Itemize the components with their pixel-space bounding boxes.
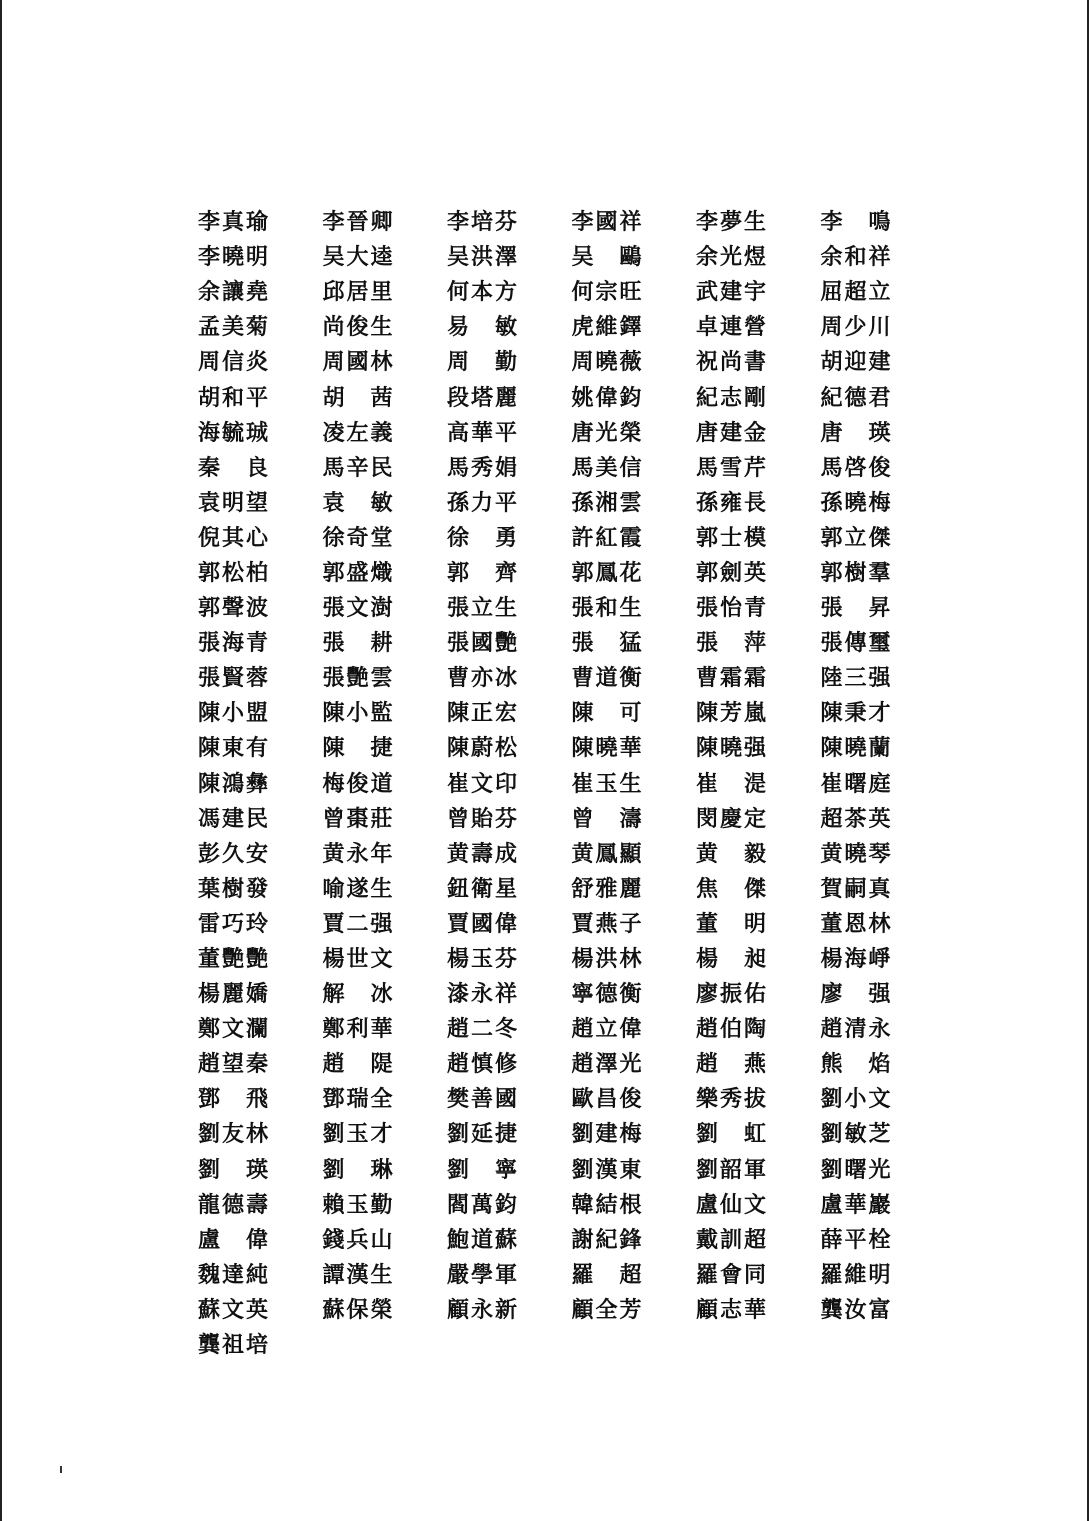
name-entry: 蘇保榮	[322, 1296, 395, 1323]
name-entry: 李國祥	[571, 209, 644, 236]
name-entry: 劉延捷	[447, 1121, 520, 1148]
name-entry: 李晉卿	[322, 209, 395, 236]
name-entry: 周曉薇	[571, 349, 644, 376]
name-entry: 劉友林	[198, 1121, 271, 1148]
name-entry: 孫湘雲	[571, 489, 644, 516]
name-entry: 焦 傑	[696, 875, 769, 902]
name-list	[198, 205, 938, 1363]
name-entry: 賈燕子	[571, 910, 644, 937]
name-entry: 吴洪澤	[447, 244, 520, 271]
name-entry: 羅維明	[820, 1261, 893, 1288]
name-entry: 郭盛熾	[322, 559, 395, 586]
name-entry: 鄭文瀾	[198, 1016, 271, 1043]
name-entry: 曹道衡	[571, 665, 644, 692]
name-entry: 戴訓超	[696, 1226, 769, 1253]
name-entry: 顧志華	[696, 1296, 769, 1323]
name-entry: 劉 瑛	[198, 1156, 271, 1183]
name-entry: 羅 超	[571, 1261, 644, 1288]
name-entry: 盧華巖	[820, 1191, 893, 1218]
name-entry: 胡和平	[198, 384, 271, 411]
name-entry: 胡迎建	[820, 349, 893, 376]
name-entry: 陸三强	[820, 665, 893, 692]
name-entry: 張傳璽	[820, 630, 893, 657]
name-entry: 余和祥	[820, 244, 893, 271]
name-entry: 許紅霞	[571, 524, 644, 551]
name-entry: 劉漢東	[571, 1156, 644, 1183]
name-entry: 祝尚書	[696, 349, 769, 376]
name-entry: 喻遂生	[322, 875, 395, 902]
name-entry: 黄永年	[322, 840, 395, 867]
name-entry: 廖 强	[820, 981, 893, 1008]
name-entry: 李真瑜	[198, 209, 271, 236]
name-entry: 梅俊道	[322, 770, 395, 797]
name-entry: 楊洪林	[571, 946, 644, 973]
name-entry: 郭松柏	[198, 559, 271, 586]
name-entry: 陳鴻彝	[198, 770, 271, 797]
name-entry: 鈕衛星	[447, 875, 520, 902]
name-entry: 薛平栓	[820, 1226, 893, 1253]
name-entry: 董 明	[696, 910, 769, 937]
name-entry: 彭久安	[198, 840, 271, 867]
name-entry: 李夢生	[696, 209, 769, 236]
name-entry: 唐建金	[696, 419, 769, 446]
name-entry: 劉 琳	[322, 1156, 395, 1183]
name-entry: 張 萍	[696, 630, 769, 657]
name-entry: 趙伯陶	[696, 1016, 769, 1043]
name-entry: 龔祖培	[198, 1332, 271, 1359]
name-entry: 賴玉勤	[322, 1191, 395, 1218]
name-entry: 顧永新	[447, 1296, 520, 1323]
name-entry: 紀德君	[820, 384, 893, 411]
name-entry: 易 敏	[447, 314, 520, 341]
name-entry: 蘇文英	[198, 1296, 271, 1323]
name-entry: 紀志剛	[696, 384, 769, 411]
name-entry: 周 勤	[447, 349, 520, 376]
name-entry: 崔 湜	[696, 770, 769, 797]
name-entry: 尚俊生	[322, 314, 395, 341]
name-entry: 邱居里	[322, 279, 395, 306]
name-entry: 舒雅麗	[571, 875, 644, 902]
name-entry: 段塔麗	[447, 384, 520, 411]
name-entry: 張 猛	[571, 630, 644, 657]
name-entry: 葉樹發	[198, 875, 271, 902]
name-entry: 鄭利華	[322, 1016, 395, 1043]
name-entry: 徐奇堂	[322, 524, 395, 551]
name-entry: 陳小盟	[198, 700, 271, 727]
name-entry: 陳曉蘭	[820, 735, 893, 762]
name-entry: 海毓珹	[198, 419, 271, 446]
name-entry: 閔慶定	[696, 805, 769, 832]
name-entry: 羅會同	[696, 1261, 769, 1288]
name-entry: 閻萬鈞	[447, 1191, 520, 1218]
name-entry: 余光煜	[696, 244, 769, 271]
name-entry: 廖振佑	[696, 981, 769, 1008]
name-entry: 黄 毅	[696, 840, 769, 867]
name-entry: 馬雪芹	[696, 454, 769, 481]
name-entry: 陳小監	[322, 700, 395, 727]
name-entry: 黄壽成	[447, 840, 520, 867]
name-entry: 張 昇	[820, 595, 893, 622]
name-entry: 龍德壽	[198, 1191, 271, 1218]
name-entry: 崔玉生	[571, 770, 644, 797]
name-entry: 吴 鷗	[571, 244, 644, 271]
name-entry: 何宗旺	[571, 279, 644, 306]
name-entry: 劉曙光	[820, 1156, 893, 1183]
name-entry: 劉 寧	[447, 1156, 520, 1183]
name-entry: 馮建民	[198, 805, 271, 832]
name-entry: 董艷艷	[198, 946, 271, 973]
name-entry: 孟美菊	[198, 314, 271, 341]
name-entry: 賀嗣真	[820, 875, 893, 902]
name-entry: 趙 燕	[696, 1051, 769, 1078]
name-entry: 陳曉華	[571, 735, 644, 762]
name-entry: 韓結根	[571, 1191, 644, 1218]
name-entry: 楊世文	[322, 946, 395, 973]
name-entry: 陳正宏	[447, 700, 520, 727]
name-entry: 張立生	[447, 595, 520, 622]
name-entry: 周國林	[322, 349, 395, 376]
name-entry: 武建宇	[696, 279, 769, 306]
name-entry: 解 冰	[322, 981, 395, 1008]
name-entry: 周信炎	[198, 349, 271, 376]
name-entry: 胡 茜	[322, 384, 395, 411]
name-entry: 樊善國	[447, 1086, 520, 1113]
name-entry: 劉小文	[820, 1086, 893, 1113]
name-entry: 陳秉才	[820, 700, 893, 727]
page-left-edge	[0, 0, 2, 1521]
name-entry: 趙清永	[820, 1016, 893, 1043]
name-entry: 李培芬	[447, 209, 520, 236]
name-entry: 張賢蓉	[198, 665, 271, 692]
name-entry: 陳 可	[571, 700, 644, 727]
name-entry: 楊 昶	[696, 946, 769, 973]
name-entry: 張國艷	[447, 630, 520, 657]
name-entry: 馬美信	[571, 454, 644, 481]
name-entry: 曹亦冰	[447, 665, 520, 692]
name-entry: 李曉明	[198, 244, 271, 271]
name-entry: 袁 敏	[322, 489, 395, 516]
name-entry: 唐 瑛	[820, 419, 893, 446]
name-entry: 余讓堯	[198, 279, 271, 306]
name-entry: 張海青	[198, 630, 271, 657]
name-entry: 屈超立	[820, 279, 893, 306]
name-entry: 賈二强	[322, 910, 395, 937]
name-entry: 趙立偉	[571, 1016, 644, 1043]
name-entry: 張和生	[571, 595, 644, 622]
name-entry: 曾 濤	[571, 805, 644, 832]
name-entry: 鄧 飛	[198, 1086, 271, 1113]
page-mark	[60, 1466, 62, 1473]
name-entry: 劉玉才	[322, 1121, 395, 1148]
name-entry: 劉 虹	[696, 1121, 769, 1148]
name-entry: 周少川	[820, 314, 893, 341]
name-entry: 劉韶軍	[696, 1156, 769, 1183]
name-entry: 崔文印	[447, 770, 520, 797]
name-entry: 馬秀娟	[447, 454, 520, 481]
name-entry: 鮑道蘇	[447, 1226, 520, 1253]
name-entry: 超茶英	[820, 805, 893, 832]
name-entry: 盧 偉	[198, 1226, 271, 1253]
name-entry: 黄曉琴	[820, 840, 893, 867]
name-entry: 馬辛民	[322, 454, 395, 481]
name-entry: 曾貽芬	[447, 805, 520, 832]
name-entry: 盧仙文	[696, 1191, 769, 1218]
name-entry: 歐昌俊	[571, 1086, 644, 1113]
name-entry: 劉敏芝	[820, 1121, 893, 1148]
name-entry: 寧德衡	[571, 981, 644, 1008]
name-entry: 郭劍英	[696, 559, 769, 586]
name-entry: 吴大逵	[322, 244, 395, 271]
name-entry: 袁明望	[198, 489, 271, 516]
name-entry: 楊玉芬	[447, 946, 520, 973]
name-entry: 謝紀鋒	[571, 1226, 644, 1253]
name-entry: 何本方	[447, 279, 520, 306]
name-entry: 賈國偉	[447, 910, 520, 937]
name-entry: 董恩林	[820, 910, 893, 937]
name-entry: 陳曉强	[696, 735, 769, 762]
name-entry: 郭立傑	[820, 524, 893, 551]
name-entry: 郭 齊	[447, 559, 520, 586]
name-entry: 譚漢生	[322, 1261, 395, 1288]
name-entry: 鄧瑞全	[322, 1086, 395, 1113]
name-entry: 郭樹羣	[820, 559, 893, 586]
name-entry: 趙澤光	[571, 1051, 644, 1078]
name-entry: 樂秀拔	[696, 1086, 769, 1113]
name-entry: 姚偉鈞	[571, 384, 644, 411]
name-entry: 倪其心	[198, 524, 271, 551]
name-entry: 劉建梅	[571, 1121, 644, 1148]
name-entry: 嚴學軍	[447, 1261, 520, 1288]
name-entry: 崔曙庭	[820, 770, 893, 797]
name-entry: 曹霜霜	[696, 665, 769, 692]
name-entry: 張怡青	[696, 595, 769, 622]
name-entry: 漆永祥	[447, 981, 520, 1008]
name-entry: 孫雍長	[696, 489, 769, 516]
name-entry: 趙二冬	[447, 1016, 520, 1043]
name-entry: 孫曉梅	[820, 489, 893, 516]
name-entry: 馬啓俊	[820, 454, 893, 481]
name-entry: 孫力平	[447, 489, 520, 516]
name-entry: 陳芳嵐	[696, 700, 769, 727]
name-entry: 卓連營	[696, 314, 769, 341]
name-entry: 虎維鐸	[571, 314, 644, 341]
name-entry: 郭鳳花	[571, 559, 644, 586]
name-entry: 熊 焰	[820, 1051, 893, 1078]
name-entry: 郭士模	[696, 524, 769, 551]
name-entry: 陳 捷	[322, 735, 395, 762]
name-entry: 顧全芳	[571, 1296, 644, 1323]
name-entry: 張文澍	[322, 595, 395, 622]
name-entry: 趙望秦	[198, 1051, 271, 1078]
name-entry: 黄鳳顯	[571, 840, 644, 867]
name-entry: 徐 勇	[447, 524, 520, 551]
name-entry: 張 耕	[322, 630, 395, 657]
name-entry: 趙 隄	[322, 1051, 395, 1078]
name-entry: 張艷雲	[322, 665, 395, 692]
name-entry: 郭聲波	[198, 595, 271, 622]
name-entry: 陳東有	[198, 735, 271, 762]
name-entry: 錢兵山	[322, 1226, 395, 1253]
name-entry: 李 鳴	[820, 209, 893, 236]
name-entry: 高華平	[447, 419, 520, 446]
name-entry: 魏達純	[198, 1261, 271, 1288]
name-entry: 唐光榮	[571, 419, 644, 446]
name-entry: 楊海崢	[820, 946, 893, 973]
name-entry: 雷巧玲	[198, 910, 271, 937]
name-entry: 陳蔚松	[447, 735, 520, 762]
name-entry: 趙慎修	[447, 1051, 520, 1078]
name-entry: 凌左義	[322, 419, 395, 446]
name-entry: 曾棗莊	[322, 805, 395, 832]
name-entry: 龔汝富	[820, 1296, 893, 1323]
name-entry: 楊麗嬌	[198, 981, 271, 1008]
name-entry: 秦 良	[198, 454, 271, 481]
